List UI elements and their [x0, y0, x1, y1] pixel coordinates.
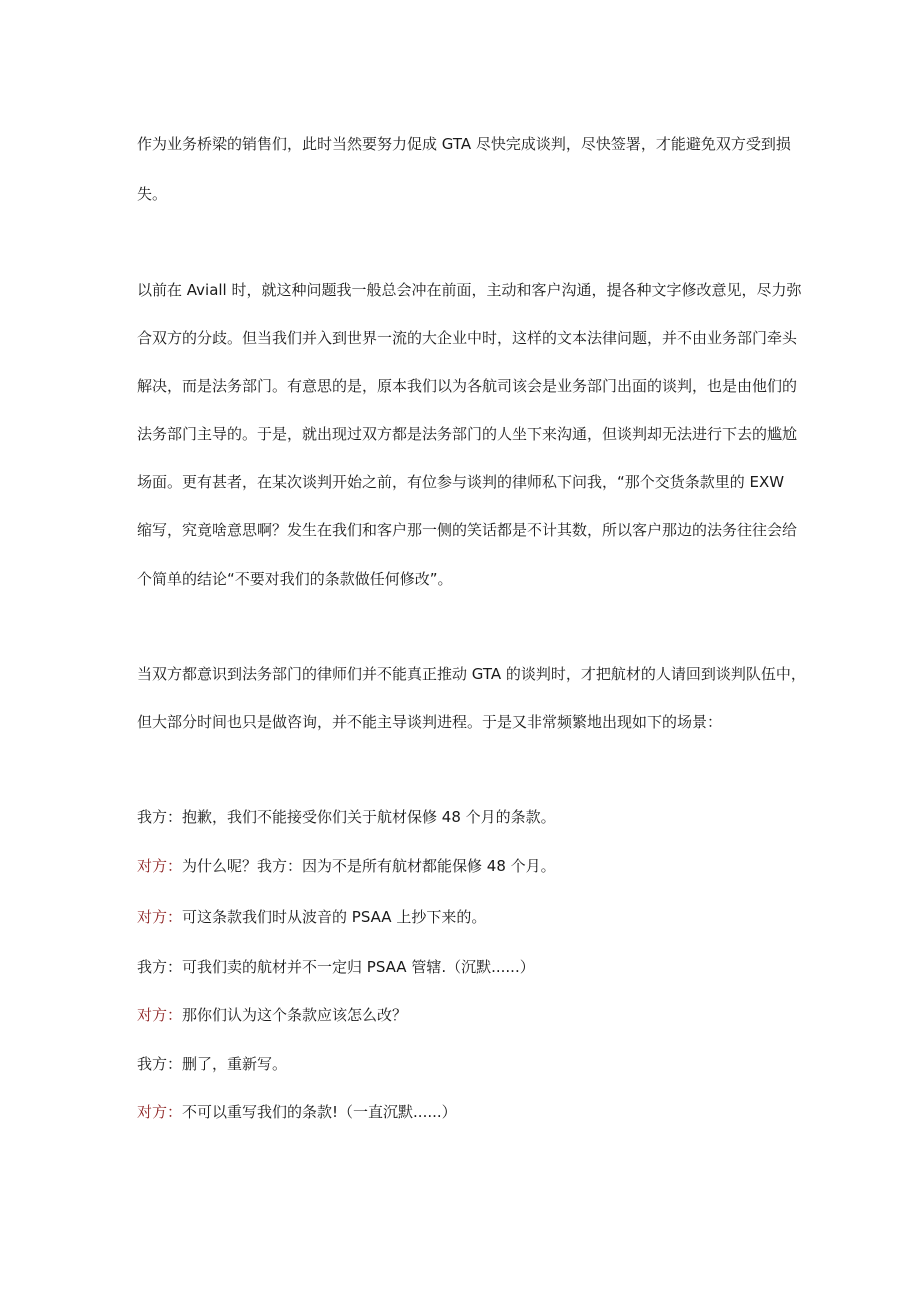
dialogue-text: 那你们认为这个条款应该怎么改？	[182, 1006, 408, 1024]
paragraph-3-line-1: 当双方都意识到法务部门的律师们并不能真正推动 GTA 的谈判时，才把航材的人请回到谈判队伍中，	[137, 665, 806, 683]
dialogue-speaker: 对方：	[137, 857, 183, 875]
dialogue-speaker: 我方：	[137, 1055, 183, 1073]
dialogue-speaker: 对方：	[137, 1006, 183, 1024]
dialogue-text: 删了，重新写。	[182, 1055, 288, 1073]
dialogue-speaker: 对方：	[137, 1103, 183, 1121]
paragraph-2-line-7: 个简单的结论“不要对我们的条款做任何修改”。	[137, 570, 453, 588]
dialogue-line	[137, 856, 556, 876]
dialogue-line	[137, 1054, 287, 1074]
dialogue-text: 不可以重写我们的条款!（一直沉默......）	[182, 1103, 457, 1121]
dialogue-speaker: 我方：	[137, 958, 183, 976]
dialogue-speaker: 对方：	[137, 908, 183, 926]
dialogue-text: 为什么呢？我方：因为不是所有航材都能保修 48 个月。	[182, 857, 556, 875]
paragraph-3-line-2: 但大部分时间也只是做咨询，并不能主导谈判进程。于是又非常频繁地出现如下的场景：	[137, 713, 723, 731]
paragraph-2-line-6: 缩写，究竟啥意思啊？发生在我们和客户那一侧的笑话都是不计其数，所以客户那边的法务往往会给	[137, 521, 798, 539]
paragraph-2-line-3: 解决，而是法务部门。有意思的是，原本我们以为各航司该会是业务部门出面的谈判，也是由他们的	[137, 377, 798, 395]
paragraph-1-line-1: 作为业务桥梁的销售们，此时当然要努力促成 GTA 尽快完成谈判，尽快签署，才能避免双方受到损	[137, 135, 791, 153]
dialogue-line	[137, 907, 486, 927]
dialogue-line	[137, 1102, 457, 1122]
paragraph-2-line-1: 以前在 Aviall 时，就这种问题我一般总会冲在前面，主动和客户沟通，提各种文字修改意见，尽力弥	[137, 281, 802, 299]
paragraph-2-line-4: 法务部门主导的。于是，就出现过双方都是法务部门的人坐下来沟通，但谈判却无法进行下去的尴尬	[137, 425, 798, 443]
dialogue-text: 可我们卖的航材并不一定归 PSAA 管辖.（沉默......）	[182, 958, 535, 976]
dialogue-line	[137, 1005, 407, 1025]
dialogue-text: 可这条款我们时从波音的 PSAA 上抄下来的。	[182, 908, 487, 926]
dialogue-line	[137, 807, 556, 827]
dialogue-text: 抱歉，我们不能接受你们关于航材保修 48 个月的条款。	[182, 808, 556, 826]
dialogue-line	[137, 957, 535, 977]
paragraph-1-line-2: 失。	[137, 185, 168, 203]
paragraph-2-line-2: 合双方的分歧。但当我们并入到世界一流的大企业中时，这样的文本法律问题，并不由业务部门牵头	[137, 329, 798, 347]
paragraph-2-line-5: 场面。更有甚者，在某次谈判开始之前，有位参与谈判的律师私下问我，“那个交货条款里的 EXW	[137, 473, 785, 491]
dialogue-speaker: 我方：	[137, 808, 183, 826]
